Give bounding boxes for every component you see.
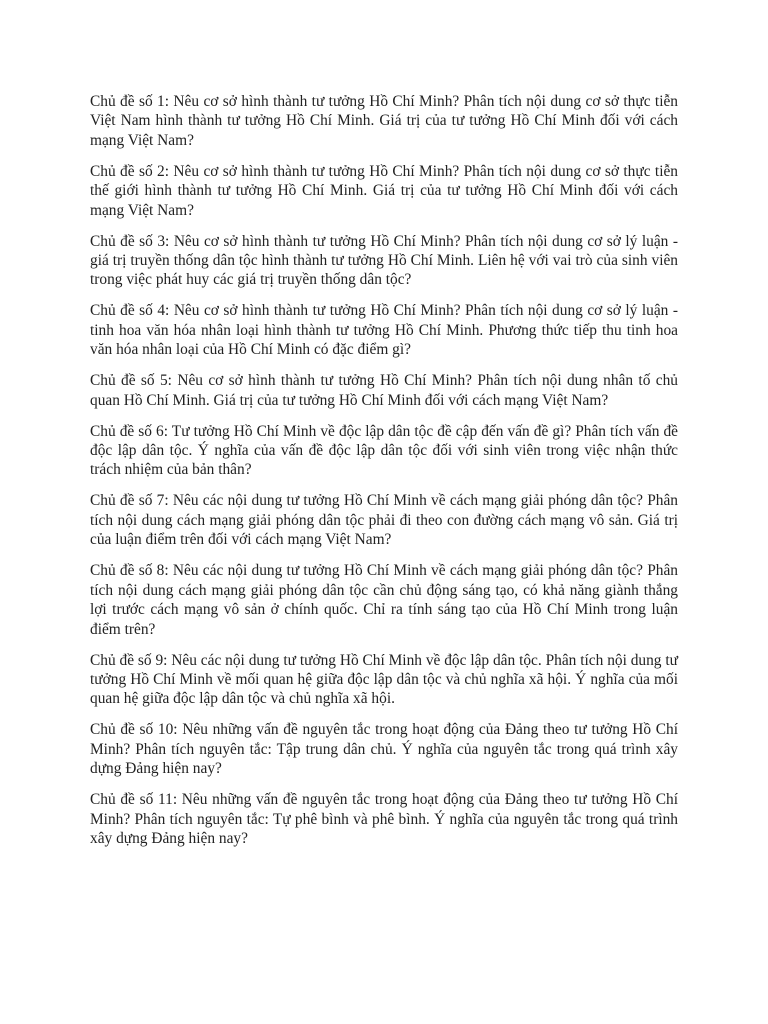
topic-paragraph-9: Chủ đề số 9: Nêu các nội dung tư tưởng Hồ Chí Minh về độc lập dân tộc. Phân tích nội dung tư tưởng Hồ Chí Minh về mối quan hệ giữa độc lập dân tộc và chủ nghĩa xã hội. Ý nghĩa của mối quan hệ giữa độc lập dân tộc và chủ nghĩa xã hội.: [90, 651, 678, 708]
topic-paragraph-8: Chủ đề số 8: Nêu các nội dung tư tưởng Hồ Chí Minh về cách mạng giải phóng dân tộc? Phân tích nội dung cách mạng giải phóng dân tộc cần chủ động sáng tạo, có khả năng giành thắng lợi trước cách mạng vô sản ở chính quốc. Chỉ ra tính sáng tạo của Hồ Chí Minh trong luận điểm trên?: [90, 562, 678, 638]
topic-paragraph-10: Chủ đề số 10: Nêu những vấn đề nguyên tắc trong hoạt động của Đảng theo tư tưởng Hồ Chí Minh? Phân tích nguyên tắc: Tập trung dân chủ. Ý nghĩa của nguyên tắc trong quá trình xây dựng Đảng hiện nay?: [90, 721, 678, 778]
topic-paragraph-11: Chủ đề số 11: Nêu những vấn đề nguyên tắc trong hoạt động của Đảng theo tư tưởng Hồ Chí Minh? Phân tích nguyên tắc: Tự phê bình và phê bình. Ý nghĩa của nguyên tắc trong quá trình xây dựng Đảng hiện nay?: [90, 791, 678, 847]
topic-paragraph-2: Chủ đề số 2: Nêu cơ sở hình thành tư tưởng Hồ Chí Minh? Phân tích nội dung cơ sở thực tiễn thế giới hình thành tư tưởng Hồ Chí Minh. Giá trị của tư tưởng Hồ Chí Minh đối với cách mạng Việt Nam?: [90, 162, 678, 219]
topic-paragraph-6: Chủ đề số 6: Tư tưởng Hồ Chí Minh về độc lập dân tộc đề cập đến vấn đề gì? Phân tích vấn đề độc lập dân tộc. Ý nghĩa của vấn đề độc lập dân tộc đối với sinh viên trong việc nhận thức trách nhiệm của bản thân?: [90, 422, 678, 479]
topic-paragraph-5: Chủ đề số 5: Nêu cơ sở hình thành tư tưởng Hồ Chí Minh? Phân tích nội dung nhân tố chủ quan Hồ Chí Minh. Giá trị của tư tưởng Hồ Chí Minh đối với cách mạng Việt Nam?: [90, 372, 678, 409]
topic-paragraph-3: Chủ đề số 3: Nêu cơ sở hình thành tư tưởng Hồ Chí Minh? Phân tích nội dung cơ sở lý luận - giá trị truyền thống dân tộc hình thành tư tưởng Hồ Chí Minh. Liên hệ với vai trò của sinh viên trong việc phát huy các giá trị truyền thống dân tộc?: [90, 232, 678, 289]
topic-paragraph-1: Chủ đề số 1: Nêu cơ sở hình thành tư tưởng Hồ Chí Minh? Phân tích nội dung cơ sở thực tiễn Việt Nam hình thành tư tưởng Hồ Chí Minh. Giá trị của tư tưởng Hồ Chí Minh đối với cách mạng Việt Nam?: [90, 93, 678, 149]
topic-paragraph-7: Chủ đề số 7: Nêu các nội dung tư tưởng Hồ Chí Minh về cách mạng giải phóng dân tộc? Phân tích nội dung cách mạng giải phóng dân tộc phải đi theo con đường cách mạng vô sản. Giá trị của luận điểm trên đối với cách mạng Việt Nam?: [90, 492, 678, 549]
document-page: [90, 92, 678, 860]
topic-paragraph-4: Chủ đề số 4: Nêu cơ sở hình thành tư tưởng Hồ Chí Minh? Phân tích nội dung cơ sở lý luận - tinh hoa văn hóa nhân loại hình thành tư tưởng Hồ Chí Minh. Phương thức tiếp thu tinh hoa văn hóa nhân loại của Hồ Chí Minh có đặc điểm gì?: [90, 302, 678, 359]
